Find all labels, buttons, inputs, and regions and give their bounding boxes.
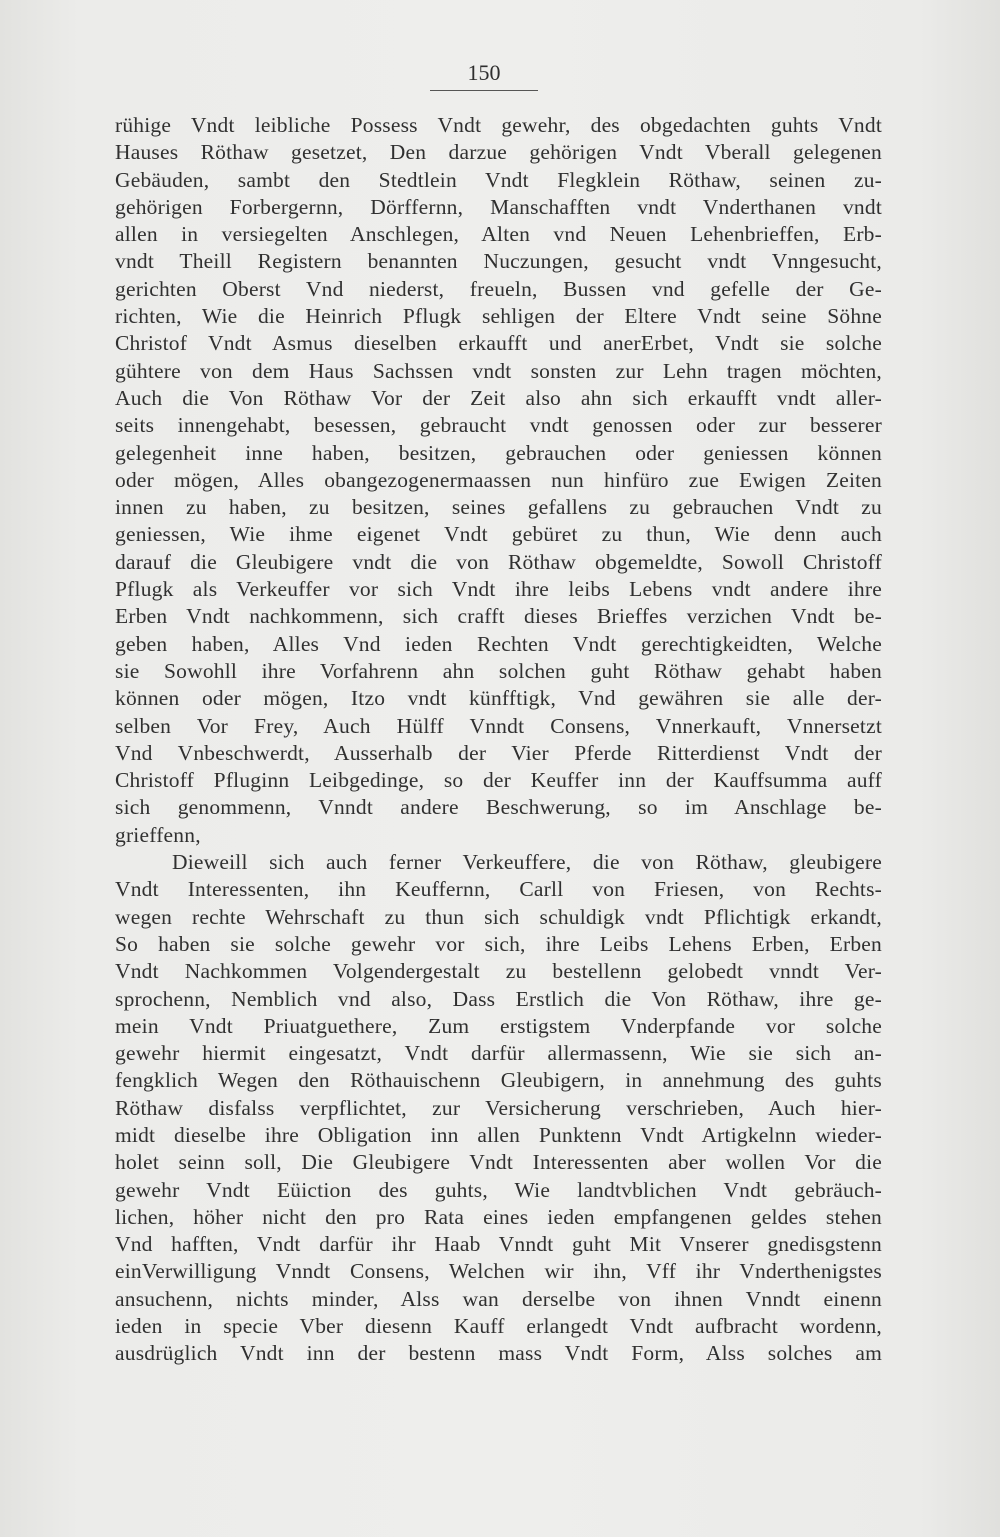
text-line: allen in versiegelten Anschlegen, Alten vnd Neuen Lehenbrieffen, Erb- <box>115 222 882 247</box>
text-line: Christoff Pfluginn Leibgedinge, so der Keuffer inn der Kauffsumma auff <box>115 768 882 793</box>
text-line: gelegenheit inne haben, besitzen, gebrauchen oder geniessen können <box>115 440 882 465</box>
text-line: gehörigen Forbergernn, Dörffernn, Manschafften vndt Vnderthanen vndt <box>115 194 882 219</box>
text-line: grieffenn, <box>115 822 201 847</box>
text-line: Dieweill sich auch ferner Verkeuffere, die von Röthaw, gleubigere <box>172 850 882 875</box>
text-line: Hauses Röthaw gesetzet, Den darzue gehörigen Vndt Vberall gelegenen <box>115 140 882 165</box>
text-line: Gebäuden, sambt den Stedtlein Vndt Flegklein Röthaw, seinen zu- <box>115 167 882 192</box>
text-line: können oder mögen, Itzo vndt künfftigk, Vnd gewähren sie alle der- <box>115 686 882 711</box>
text-line: darauf die Gleubigere vndt die von Röthaw obgemeldte, Sowoll Christoff <box>115 549 882 574</box>
text-line: sie Sowohll ihre Vorfahrenn ahn solchen guht Röthaw gehabt haben <box>115 658 882 683</box>
text-line: Erben Vndt nachkommenn, sich crafft dieses Brieffes verzichen Vndt be- <box>115 604 882 629</box>
text-line: seits innengehabt, besessen, gebraucht vndt genossen oder zur besserer <box>115 413 882 438</box>
text-line: gühtere von dem Haus Sachssen vndt sonsten zur Lehn tragen möchten, <box>115 358 882 383</box>
page-number: 150 <box>430 60 538 91</box>
text-line: lichen, höher nicht den pro Rata eines ieden empfangenen geldes stehen <box>115 1204 882 1229</box>
text-line: selben Vor Frey, Auch Hülff Vnndt Consens, Vnnerkauft, Vnnersetzt <box>115 713 882 738</box>
text-line: oder mögen, Alles obangezogenermaassen nun hinfüro zue Ewigen Zeiten <box>115 467 882 492</box>
text-line: Vndt Nachkommen Volgendergestalt zu bestellenn gelobedt vnndt Ver- <box>115 959 882 984</box>
text-line: ieden in specie Vber diesenn Kauff erlangedt Vndt aufbracht wordenn, <box>115 1314 882 1339</box>
text-line: gewehr Vndt Eüiction des guhts, Wie landtvblichen Vndt gebräuch- <box>115 1177 882 1202</box>
text-line: gewehr hiermit eingesatzt, Vndt darfür allermassenn, Wie sie sich an- <box>115 1041 882 1066</box>
text-line: innen zu haben, zu besitzen, seines gefallens zu gebrauchen Vndt zu <box>115 495 882 520</box>
text-line: geniessen, Wie ihme eigenet Vndt gebüret zu thun, Wie denn auch <box>115 522 882 547</box>
text-line: rühige Vndt leibliche Possess Vndt gewehr, des obgedachten guhts Vndt <box>115 113 882 137</box>
text-line: ansuchenn, nichts minder, Alss wan derselbe von ihnen Vnndt einenn <box>115 1286 882 1311</box>
text-line: einVerwilligung Vnndt Consens, Welchen wir ihn, Vff ihr Vnderthenigstes <box>115 1259 882 1284</box>
text-line: ausdrüglich Vndt inn der bestenn mass Vndt Form, Alss solches am <box>115 1341 882 1366</box>
text-line: wegen rechte Wehrschaft zu thun sich schuldigk vndt Pflichtigk erkandt, <box>115 904 882 929</box>
text-line: Vnd hafften, Vndt darfür ihr Haab Vnndt guht Mit Vnserer gnedisgstenn <box>115 1232 882 1257</box>
text-line: Vnd Vnbeschwerdt, Ausserhalb der Vier Pferde Ritterdienst Vndt der <box>115 740 882 765</box>
text-line: Röthaw disfalss verpflichtet, zur Versicherung verschrieben, Auch hier- <box>115 1095 882 1120</box>
text-line: holet seinn soll, Die Gleubigere Vndt Interessenten aber wollen Vor die <box>115 1150 882 1175</box>
text-line: midt dieselbe ihre Obligation inn allen Punktenn Vndt Artigkelnn wieder- <box>115 1122 882 1147</box>
text-line: mein Vndt Priuatguethere, Zum erstigstem Vnderpfande vor solche <box>115 1013 882 1038</box>
body-text <box>115 112 882 1368</box>
text-line: gerichten Oberst Vnd niederst, freueln, Bussen vnd gefelle der Ge- <box>115 276 882 301</box>
text-line: Christof Vndt Asmus dieselben erkaufft und anerErbet, Vndt sie solche <box>115 331 882 356</box>
text-line: Pflugk als Verkeuffer vor sich Vndt ihre leibs Lebens vndt andere ihre <box>115 577 882 602</box>
text-line: Auch die Von Röthaw Vor der Zeit also ahn sich erkaufft vndt aller- <box>115 385 882 410</box>
text-line: So haben sie solche gewehr vor sich, ihre Leibs Lehens Erben, Erben <box>115 931 882 956</box>
text-line: sich genommenn, Vnndt andere Beschwerung, so im Anschlage be- <box>115 795 882 820</box>
text-line: geben haben, Alles Vnd ieden Rechten Vndt gerechtigkeidten, Welche <box>115 631 882 656</box>
text-line: fengklich Wegen den Röthauischenn Gleubigern, in annehmung des guhts <box>115 1068 882 1093</box>
text-line: vndt Theill Registern benannten Nuczungen, gesucht vndt Vnngesucht, <box>115 249 882 274</box>
text-line: sprochenn, Nemblich vnd also, Dass Erstlich die Von Röthaw, ihre ge- <box>115 986 882 1011</box>
text-line: Vndt Interessenten, ihn Keuffernn, Carll von Friesen, von Rechts- <box>115 877 882 902</box>
text-line: richten, Wie die Heinrich Pflugk sehligen der Eltere Vndt seine Söhne <box>115 304 882 329</box>
